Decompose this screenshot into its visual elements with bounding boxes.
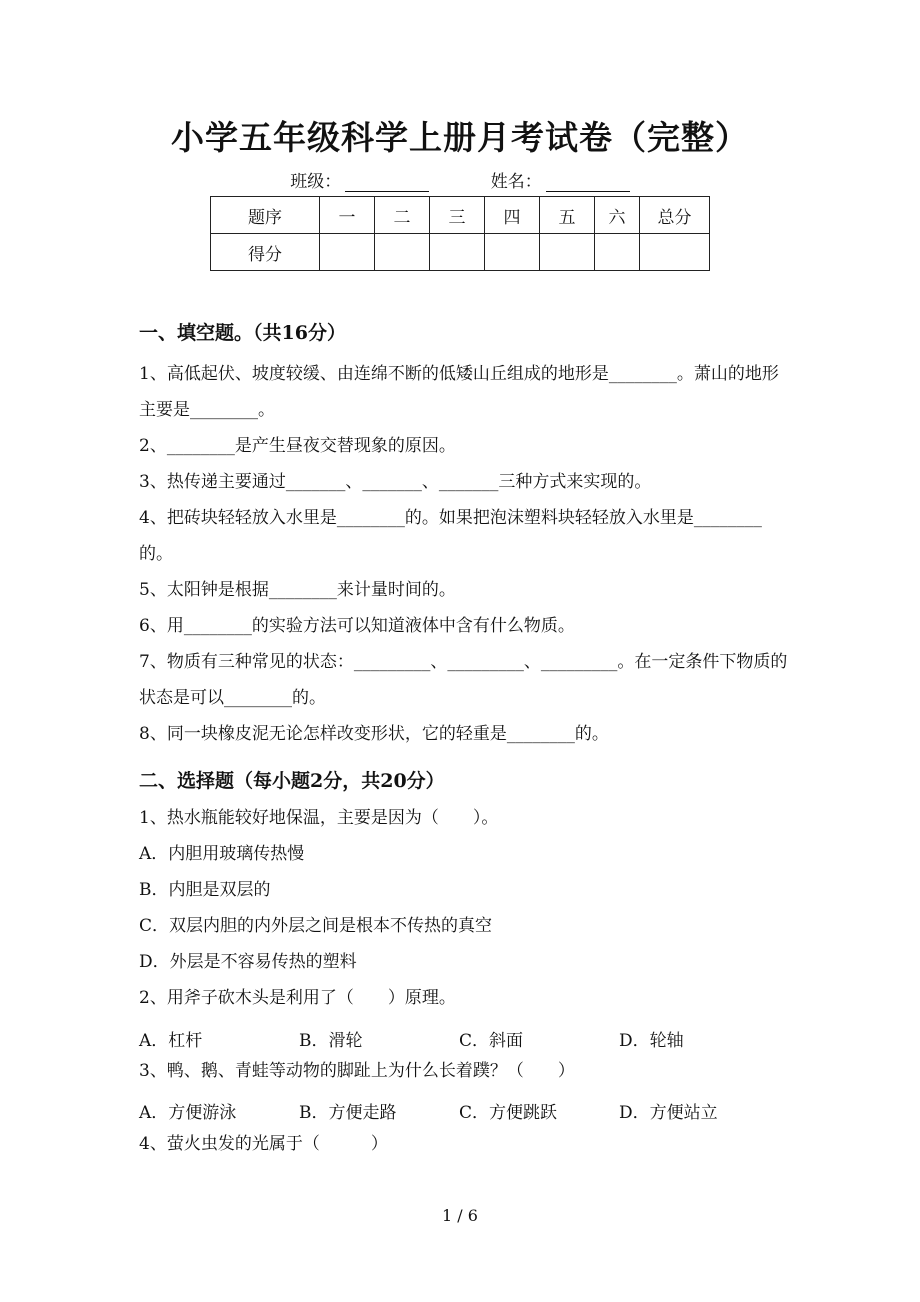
header-cell: 三 — [430, 197, 485, 234]
question: 7、物质有三种常见的状态：_________、_________、_________。在一定条件下物质的状态是可以________的。 — [139, 652, 788, 708]
option: D．方便站立 — [619, 1103, 718, 1123]
header-cell: 一 — [320, 197, 375, 234]
student-info — [0, 167, 920, 192]
option-row — [139, 1026, 789, 1051]
score-cell — [320, 234, 375, 271]
section1-heading: 一、填空题。（共16分） — [139, 322, 346, 344]
name-blank — [546, 173, 630, 192]
option: A．杠杆 — [139, 1031, 203, 1051]
class-field — [290, 167, 429, 192]
page-number: 1 / 6 — [442, 1206, 478, 1225]
option: B．方便走路 — [299, 1103, 397, 1123]
score-cell — [485, 234, 540, 271]
question: 8、同一块橡皮泥无论怎样改变形状，它的轻重是________的。 — [139, 724, 609, 744]
option-row — [139, 1098, 789, 1123]
question: 4、把砖块轻轻放入水里是________的。如果把泡沫塑料块轻轻放入水里是________的。 — [139, 508, 762, 564]
header-cell: 总分 — [640, 197, 710, 234]
header-cell: 五 — [540, 197, 595, 234]
question: 2、________是产生昼夜交替现象的原因。 — [139, 436, 456, 456]
score-cell — [540, 234, 595, 271]
header-cell: 六 — [595, 197, 640, 234]
question: 3、热传递主要通过_______、_______、_______三种方式来实现的。 — [139, 472, 652, 492]
question: 4、萤火虫发的光属于（ ） — [139, 1134, 388, 1154]
option: D．外层是不容易传热的塑料 — [139, 952, 357, 972]
score-cell — [430, 234, 485, 271]
option: A．方便游泳 — [139, 1103, 237, 1123]
class-blank — [345, 173, 429, 192]
score-cell — [595, 234, 640, 271]
header-cell: 题序 — [211, 197, 320, 234]
page-title: 小学五年级科学上册月考试卷（完整） — [171, 118, 749, 157]
score-cell — [375, 234, 430, 271]
name-field — [491, 167, 630, 192]
option: C．双层内胆的内外层之间是根本不传热的真空 — [139, 916, 493, 936]
question: 3、鸭、鹅、青蛙等动物的脚趾上为什么长着蹼？（ ） — [139, 1061, 575, 1081]
option: D．轮轴 — [619, 1031, 684, 1051]
option: C．方便跳跃 — [459, 1103, 558, 1123]
question: 5、太阳钟是根据________来计量时间的。 — [139, 580, 456, 600]
score-row-label: 得分 — [211, 234, 320, 271]
question: 1、高低起伏、坡度较缓、由连绵不断的低矮山丘组成的地形是________。萧山的地形主要是________。 — [139, 364, 779, 420]
section2-heading: 二、选择题（每小题2分，共20分） — [139, 770, 445, 792]
question: 2、用斧子砍木头是利用了（ ）原理。 — [139, 988, 456, 1008]
option: A．内胆用玻璃传热慢 — [139, 844, 305, 864]
option: B．滑轮 — [299, 1031, 363, 1051]
question: 6、用________的实验方法可以知道液体中含有什么物质。 — [139, 616, 575, 636]
option: C．斜面 — [459, 1031, 524, 1051]
option: B．内胆是双层的 — [139, 880, 271, 900]
score-cell — [640, 234, 710, 271]
class-label: 班级： — [290, 172, 342, 192]
score-header-row — [211, 197, 710, 234]
header-cell: 四 — [485, 197, 540, 234]
score-row — [211, 234, 710, 271]
question: 1、热水瓶能较好地保温，主要是因为（ ）。 — [139, 808, 499, 828]
name-label: 姓名： — [490, 172, 542, 192]
score-table — [210, 196, 710, 271]
header-cell: 二 — [375, 197, 430, 234]
